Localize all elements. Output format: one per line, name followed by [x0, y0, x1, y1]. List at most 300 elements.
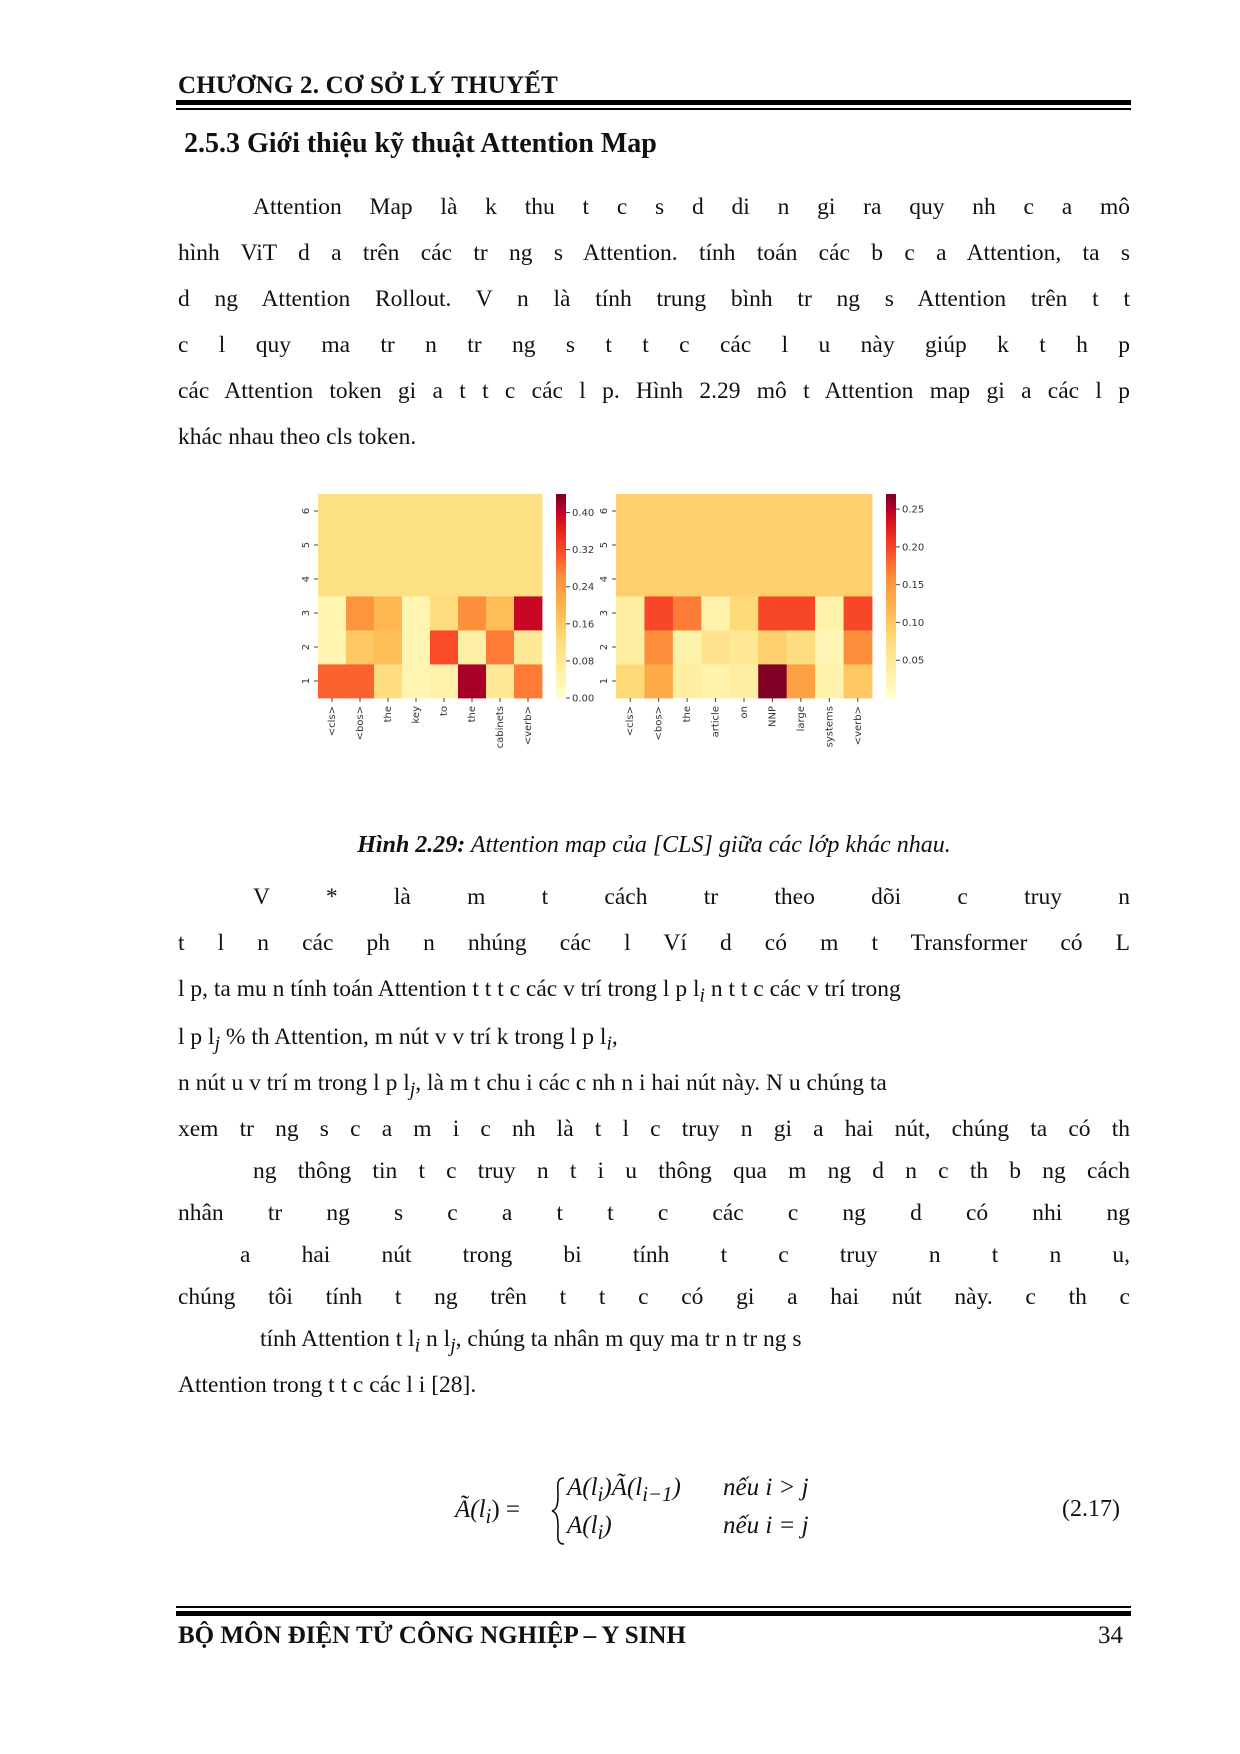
heatmap-left-xtick-label: to [439, 706, 450, 717]
colorbar-right-segment [886, 684, 896, 688]
colorbar-right-segment [886, 657, 896, 661]
colorbar-left-segment [556, 538, 566, 542]
heatmap-right-xtick-label: systems [824, 706, 836, 748]
header-rule-thick [176, 100, 1131, 105]
paragraph-1-line: các Attention token gi a t t c các l p. Hình 2.29 mô t Attention map gi a các l p [178, 378, 1130, 404]
colorbar-left-segment [556, 545, 566, 549]
colorbar-left-segment [556, 613, 566, 617]
heatmap-right-cell [616, 494, 645, 528]
colorbar-right-segment [886, 630, 896, 634]
colorbar-left-segment [556, 616, 566, 620]
colorbar-right-tick-label: 0.15 [902, 580, 925, 592]
header-rule-thin [176, 108, 1131, 110]
paragraph-2-text: n nút u v trí m trong l p l [178, 1070, 410, 1096]
colorbar-left-segment [556, 667, 566, 671]
equation-case-2-end: ) [603, 1512, 612, 1539]
paragraph-2-text: l p l [178, 1024, 215, 1050]
paragraph-2-line: nhân tr ng s c a t t c các c ng d có nhi ng [178, 1200, 1130, 1226]
heatmap-right-cell [701, 494, 730, 528]
heatmap-right-cell [673, 494, 702, 528]
heatmap-left-cell [318, 562, 346, 596]
heatmap-left-cell [486, 630, 514, 664]
colorbar-left-segment [556, 606, 566, 610]
paragraph-2-text: % th Attention, m nút v v trí k trong l p l [220, 1024, 607, 1050]
colorbar-left-segment [556, 525, 566, 529]
colorbar-left-segment [556, 623, 566, 627]
colorbar-left-segment [556, 535, 566, 539]
colorbar-right-segment [886, 637, 896, 641]
heatmap-right-cell [616, 596, 645, 630]
colorbar-left-segment [556, 674, 566, 678]
colorbar-right-segment [886, 565, 896, 569]
colorbar-right-segment [886, 603, 896, 607]
heatmap-left-cell [458, 562, 486, 596]
heatmap-right-cell [844, 630, 873, 664]
heatmap-right-cell [616, 562, 645, 596]
heatmap-left-cell [458, 630, 486, 664]
heatmap-right-cell [673, 528, 702, 562]
colorbar-right-segment [886, 644, 896, 648]
heatmap-left-cell [402, 562, 430, 596]
colorbar-left-segment [556, 678, 566, 682]
paragraph-2-line: Attention trong t t c các l i [28]. [178, 1372, 477, 1398]
equation-sub: i [597, 1520, 604, 1544]
colorbar-right-tick-label: 0.25 [902, 504, 925, 516]
heatmap-right-cell [701, 664, 730, 698]
equation-case-1-mid: )Ã(l [603, 1474, 643, 1501]
heatmap-right-cell [644, 562, 673, 596]
colorbar-right-segment [886, 613, 896, 617]
section-title: 2.5.3 Giới thiệu kỹ thuật Attention Map [184, 128, 657, 159]
colorbar-left-segment [556, 691, 566, 695]
equation-case-1-a: A(l [567, 1474, 598, 1501]
heatmap-left-cell [374, 596, 402, 630]
heatmap-left-cell [318, 630, 346, 664]
heatmap-left-cell [374, 630, 402, 664]
colorbar-right-tick-label: 0.20 [902, 542, 925, 554]
colorbar-right-segment [886, 501, 896, 505]
heatmap-right-cell [815, 562, 844, 596]
heatmap-left-cell [430, 664, 458, 698]
colorbar-left-tick-label: 0.00 [572, 693, 595, 705]
colorbar-right-segment [886, 650, 896, 654]
paragraph-2-line: t l n các ph n nhúng các l Ví d có m t Transformer có L [178, 930, 1130, 956]
heatmap-right-cell [730, 494, 759, 528]
colorbar-left-segment [556, 644, 566, 648]
colorbar-left-segment [556, 548, 566, 552]
heatmap-left-xtick-label: <verb> [523, 706, 534, 746]
colorbar-left-segment [556, 640, 566, 644]
heatmap-right-cell [815, 664, 844, 698]
colorbar-right-segment [886, 552, 896, 556]
colorbar-right-segment [886, 508, 896, 512]
colorbar-left-segment [556, 514, 566, 518]
colorbar-left-tick-label: 0.24 [572, 582, 595, 594]
colorbar-right-tick-label: 0.05 [902, 655, 925, 667]
heatmap-left-cell [458, 494, 486, 528]
colorbar-left-segment [556, 633, 566, 637]
colorbar-left-segment [556, 671, 566, 675]
heatmap-right-xtick-label: <bos> [653, 706, 665, 741]
heatmap-right-xtick-label: on [739, 706, 750, 719]
colorbar-right-segment [886, 610, 896, 614]
heatmap-left-cell [346, 664, 374, 698]
colorbar-right-tick-label: 0.10 [902, 617, 925, 629]
colorbar-left-segment [556, 688, 566, 692]
heatmap-right-cell [730, 528, 759, 562]
colorbar-left-segment [556, 684, 566, 688]
heatmap-left-cell [318, 596, 346, 630]
paragraph-2-text: , là m t chu i các c nh n i hai nút này. N u chúng ta [415, 1070, 887, 1096]
math-subscript: i [606, 1033, 612, 1055]
colorbar-left-segment [556, 627, 566, 631]
colorbar-left-segment [556, 599, 566, 603]
heatmap-left-cell [458, 596, 486, 630]
equation-lhs-sub: i [485, 1504, 492, 1528]
heatmap-left-cell [402, 664, 430, 698]
colorbar-right-segment [886, 555, 896, 559]
heatmap-left-cell [346, 528, 374, 562]
colorbar-right-segment [886, 572, 896, 576]
colorbar-left-segment [556, 497, 566, 501]
colorbar-right-segment [886, 576, 896, 580]
heatmap-left-ytick-label: 3 [301, 609, 312, 617]
equation-case-2-condition: nếu i = j [723, 1512, 809, 1539]
heatmap-right-cell [730, 596, 759, 630]
heatmap-right-xtick-label: <verb> [852, 706, 864, 746]
heatmap-left-cell [402, 494, 430, 528]
colorbar-right-segment [886, 661, 896, 665]
paragraph-2-text: , chúng ta nhân m quy ma tr n tr ng s [455, 1326, 802, 1352]
heatmap-left-cell [430, 494, 458, 528]
colorbar-left-segment [556, 630, 566, 634]
paragraph-1-line: hình ViT d a trên các tr ng s Attention. tính toán các b c a Attention, ta s [178, 240, 1130, 266]
colorbar-right-segment [886, 518, 896, 522]
math-subscript: i [699, 985, 705, 1007]
colorbar-right-segment [886, 674, 896, 678]
heatmap-left-ytick-label: 2 [301, 643, 312, 651]
colorbar-left-segment [556, 603, 566, 607]
colorbar-left-segment [556, 531, 566, 535]
heatmap-left-cell [430, 630, 458, 664]
colorbar-left-tick-label: 0.08 [572, 656, 595, 668]
colorbar-right-segment [886, 593, 896, 597]
colorbar-left-segment [556, 589, 566, 593]
heatmap-right-cell [616, 630, 645, 664]
heatmap-left-cell [486, 596, 514, 630]
heatmap-right-cell [758, 494, 787, 528]
colorbar-left-segment [556, 504, 566, 508]
colorbar-left-segment [556, 494, 566, 498]
equation-number: (2.17) [1062, 1496, 1120, 1522]
heatmap-right-cell [758, 630, 787, 664]
colorbar-right-segment [886, 667, 896, 671]
colorbar-right-segment [886, 623, 896, 627]
colorbar-left-segment [556, 555, 566, 559]
colorbar-left-segment [556, 508, 566, 512]
heatmap-left-cell [374, 562, 402, 596]
heatmap-left-ytick-label: 5 [301, 541, 312, 549]
equation-sub: i [597, 1482, 604, 1506]
heatmap-left-xtick-label: the [467, 706, 478, 723]
colorbar-right-segment [886, 511, 896, 515]
heatmap-right-cell [758, 528, 787, 562]
colorbar-left-segment [556, 620, 566, 624]
equation-case-2 [567, 1512, 612, 1545]
heatmap-left-cell [346, 494, 374, 528]
colorbar-left-segment [556, 657, 566, 661]
colorbar-right-segment [886, 514, 896, 518]
colorbar-left-segment [556, 501, 566, 505]
colorbar-right-segment [886, 528, 896, 532]
heatmap-right-cell [844, 596, 873, 630]
paragraph-2-text: tính Attention t l [260, 1326, 415, 1352]
colorbar-left-segment [556, 610, 566, 614]
heatmap-left-cell [458, 528, 486, 562]
colorbar-right-segment [886, 678, 896, 682]
colorbar-left-segment [556, 562, 566, 566]
colorbar-left-tick-label: 0.16 [572, 619, 595, 631]
heatmap-left-cell [514, 528, 542, 562]
paragraph-2-line [178, 1070, 1130, 1100]
paragraph-2-line: l p $l_j$ % th Attention, m nút v v trí k trong l p $l_i$, [178, 1024, 618, 1055]
colorbar-left-segment [556, 528, 566, 532]
colorbar-left-segment [556, 681, 566, 685]
heatmap-left-cell [486, 528, 514, 562]
colorbar-right-segment [886, 559, 896, 563]
paragraph-2-line: xem tr ng s c a m i c nh là t l c truy n gi a hai nút, chúng ta có th [178, 1116, 1130, 1142]
heatmap-right-cell [701, 528, 730, 562]
heatmap-left-cell [318, 528, 346, 562]
colorbar-right-segment [886, 494, 896, 498]
heatmap-right-xtick-label: <cls> [625, 706, 637, 737]
heatmap-left-cell [514, 664, 542, 698]
heatmap-left-xtick-label: key [411, 706, 422, 724]
heatmap-right-cell [673, 596, 702, 630]
colorbar-right-segment [886, 599, 896, 603]
colorbar-left-segment [556, 552, 566, 556]
heatmap-right-cell [787, 562, 816, 596]
heatmap-left-cell [346, 562, 374, 596]
colorbar-right-segment [886, 695, 896, 699]
equation-case-1-condition: nếu i > j [723, 1474, 809, 1501]
heatmap-right-cell [673, 562, 702, 596]
colorbar-right-segment [886, 569, 896, 573]
colorbar-right-segment [886, 504, 896, 508]
heatmap-left-xtick-label: cabinets [495, 706, 506, 749]
heatmap-right-xtick-label: large [795, 706, 807, 732]
colorbar-right-segment [886, 525, 896, 529]
heatmap-left-cell [318, 664, 346, 698]
colorbar-right-segment [886, 688, 896, 692]
heatmap-right-cell [758, 664, 787, 698]
figure-caption [178, 832, 1130, 859]
heatmap-left-ytick-label: 1 [301, 677, 312, 685]
paragraph-2-line: chúng tôi tính t ng trên t t c có gi a hai nút này. c th c [178, 1284, 1130, 1310]
heatmap-right-cell [644, 528, 673, 562]
heatmap-right-cell [815, 494, 844, 528]
colorbar-right-segment [886, 620, 896, 624]
heatmap-left-cell [514, 562, 542, 596]
heatmap-left-cell [514, 596, 542, 630]
colorbar-right-segment [886, 671, 896, 675]
heatmap-right-cell [787, 596, 816, 630]
heatmap-right-cell [844, 562, 873, 596]
equation-case-1-end: ) [672, 1474, 681, 1501]
colorbar-left-segment [556, 661, 566, 665]
math-subscript: j [409, 1079, 416, 1101]
heatmap-right-cell [701, 562, 730, 596]
paragraph-1-line: c l quy ma tr n tr ng s t t c các l u này giúp k t h p [178, 332, 1130, 358]
heatmap-left-cell [402, 528, 430, 562]
heatmap-right-cell [844, 528, 873, 562]
colorbar-left-segment [556, 579, 566, 583]
heatmap-right-cell [844, 664, 873, 698]
heatmap-right-ytick-label: 4 [599, 575, 610, 583]
paragraph-2-line: a hai nút trong bi tính t c truy n t n u, [240, 1242, 1130, 1268]
heatmap-right-cell [787, 494, 816, 528]
heatmap-right-cell [673, 630, 702, 664]
math-subscript: i [414, 1335, 421, 1357]
heatmap-left-cell [374, 494, 402, 528]
attention-map-figure [301, 488, 990, 788]
equation-case-1 [567, 1474, 681, 1507]
heatmap-right-cell [815, 596, 844, 630]
colorbar-left-segment [556, 559, 566, 563]
colorbar-left-segment [556, 576, 566, 580]
colorbar-right-segment [886, 582, 896, 586]
paragraph-2-line: ng thông tin t c truy n t i u thông qua m ng d n c th b ng cách [253, 1158, 1130, 1184]
colorbar-left-segment [556, 511, 566, 515]
colorbar-left-segment [556, 518, 566, 522]
paragraph-1-line: khác nhau theo cls token. [178, 424, 417, 450]
heatmap-right-cell [730, 630, 759, 664]
heatmap-left-cell [346, 630, 374, 664]
colorbar-right-segment [886, 531, 896, 535]
heatmap-left-ytick-label: 4 [301, 575, 312, 583]
paragraph-2-text: l p, ta mu n tính toán Attention t t t c các v trí trong l p l [178, 976, 700, 1002]
paragraph-1-line: d ng Attention Rollout. V n là tính trung bình tr ng s Attention trên t t [178, 286, 1130, 312]
heatmap-left-cell [486, 494, 514, 528]
heatmap-right-xtick-label: NNP [767, 706, 779, 727]
colorbar-right-segment [886, 545, 896, 549]
paragraph-2-text: n t t c các v trí trong [704, 976, 901, 1002]
heatmap-left-cell [458, 664, 486, 698]
math-subscript: j [450, 1335, 456, 1357]
footer-rule-thick [176, 1611, 1131, 1616]
colorbar-right-segment [886, 616, 896, 620]
figure-caption-text: Attention map của [CLS] giữa các lớp khác nhau. [465, 832, 951, 858]
colorbar-left-segment [556, 664, 566, 668]
heatmap-right-cell [787, 528, 816, 562]
footer-rule-thin [176, 1606, 1131, 1608]
colorbar-right-segment [886, 589, 896, 593]
colorbar-right-segment [886, 562, 896, 566]
heatmap-left-cell [402, 596, 430, 630]
paragraph-2-line: V * là m t cách tr theo dõi c truy n [253, 884, 1130, 910]
heatmap-right-ytick-label: 2 [599, 643, 610, 651]
heatmap-left-cell [402, 630, 430, 664]
equation-lhs-text: Ã(l [455, 1496, 486, 1523]
heatmap-left-xtick-label: <cls> [327, 706, 338, 737]
heatmap-right-cell [758, 562, 787, 596]
colorbar-right-segment [886, 521, 896, 525]
heatmap-left-cell [374, 528, 402, 562]
colorbar-right-segment [886, 627, 896, 631]
colorbar-left-segment [556, 586, 566, 590]
colorbar-right-segment [886, 548, 896, 552]
heatmap-left-cell [318, 494, 346, 528]
heatmap-right-cell [644, 630, 673, 664]
colorbar-left-segment [556, 569, 566, 573]
heatmap-right-cell [815, 630, 844, 664]
colorbar-right-segment [886, 497, 896, 501]
heatmap-right-cell [644, 494, 673, 528]
colorbar-right-segment [886, 542, 896, 546]
colorbar-left-tick-label: 0.32 [572, 545, 595, 557]
heatmap-left-cell [486, 562, 514, 596]
colorbar-right-segment [886, 681, 896, 685]
heatmap-left-cell [514, 494, 542, 528]
paragraph-2-text: n l [420, 1326, 451, 1352]
colorbar-right-segment [886, 640, 896, 644]
heatmap-left-cell [430, 562, 458, 596]
heatmap-left-cell [430, 596, 458, 630]
heatmap-right-cell [758, 596, 787, 630]
page-number: 34 [1098, 1622, 1123, 1649]
colorbar-right-segment [886, 586, 896, 590]
heatmap-right-cell [616, 528, 645, 562]
heatmap-right-ytick-label: 1 [599, 677, 610, 685]
colorbar-left-segment [556, 650, 566, 654]
heatmap-left-cell [486, 664, 514, 698]
heatmap-right-cell [730, 562, 759, 596]
heatmap-right-ytick-label: 5 [599, 541, 610, 549]
heatmap-left-cell [374, 664, 402, 698]
colorbar-left-segment [556, 654, 566, 658]
colorbar-right-segment [886, 664, 896, 668]
colorbar-left-segment [556, 647, 566, 651]
equation-2-17 [455, 1474, 875, 1550]
heatmap-right-cell [616, 664, 645, 698]
colorbar-left-segment [556, 695, 566, 699]
paragraph-2-line [178, 976, 1130, 1006]
footer-department: BỘ MÔN ĐIỆN TỬ CÔNG NGHIỆP – Y SINH [178, 1622, 686, 1649]
colorbar-left-segment [556, 593, 566, 597]
colorbar-right-segment [886, 606, 896, 610]
heatmap-left-xtick-label: the [383, 706, 394, 723]
math-subscript: j [214, 1033, 221, 1055]
colorbar-left-segment [556, 542, 566, 546]
colorbar-left-segment [556, 637, 566, 641]
heatmap-right-cell [673, 664, 702, 698]
colorbar-right-segment [886, 691, 896, 695]
heatmap-right-cell [844, 494, 873, 528]
paragraph-2-line [178, 1326, 1130, 1356]
heatmap-right-cell [787, 630, 816, 664]
equation-sub: i−1 [642, 1482, 673, 1506]
heatmap-right-cell [787, 664, 816, 698]
colorbar-right-segment [886, 579, 896, 583]
heatmap-right-cell [701, 630, 730, 664]
heatmap-left-cell [430, 528, 458, 562]
colorbar-left-segment [556, 596, 566, 600]
heatmap-right-cell [701, 596, 730, 630]
equation-lhs: $Ã(l_i)$ = [455, 1496, 521, 1528]
colorbar-right-segment [886, 538, 896, 542]
colorbar-right-segment [886, 535, 896, 539]
colorbar-left-segment [556, 565, 566, 569]
